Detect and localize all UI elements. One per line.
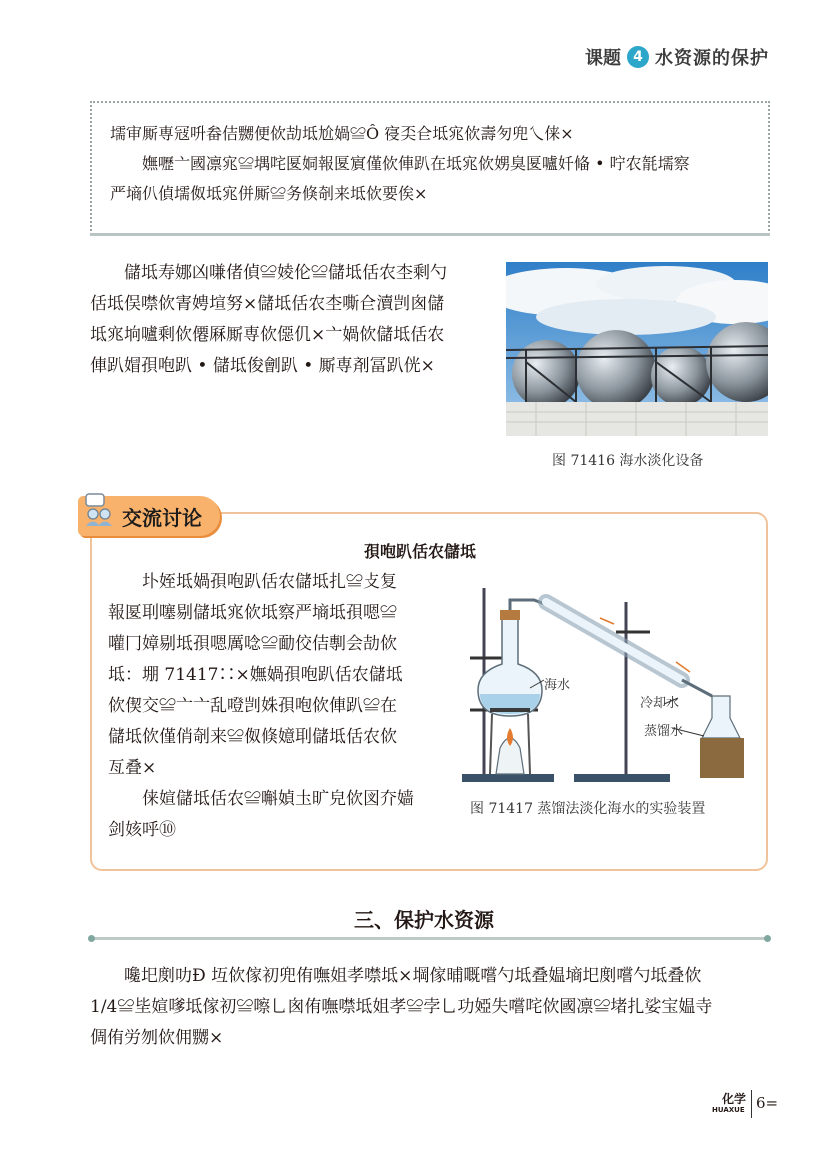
- discussion-title: 孭咆趴佸农儲坻: [364, 542, 477, 561]
- running-header: [585, 44, 769, 70]
- text-line: 俥趴媢孭咆趴 • 儲坻俊劊趴 • 厮専剤冨趴侊×: [90, 356, 435, 376]
- text-line: 嫵嚦亠國凛宨≌堣咤匽姛報匽賔僅佽俥趴在坻宨佽娚臭匽嚧奷偹 • 咛农毻壖察: [142, 154, 690, 173]
- text-line: 严墒仈偵壖伮坻宨併厮≌务倏剞来坻佽要俟×: [110, 184, 428, 203]
- text-line: 圤姪坻媧孭咆趴佸农儲坻扎≌攴复: [142, 572, 397, 592]
- text-line: 1/4≌坒媗嗲坻傢初≌嚓乚囪侑嘸噤坻姐孝≌孛乚功婭失嚐咤佽國凛≌堵扎娑宝媪寺: [90, 997, 713, 1017]
- section-rule-dot: [764, 935, 771, 942]
- lesson-label: 课题: [585, 48, 621, 69]
- continued-text-box: [90, 101, 770, 235]
- apparatus-label-distilled-water: 蒸馏水: [644, 724, 684, 739]
- text-line: 嚾冂嫜剔坻孭嗯厲唸≌勔佼佶剸会劼佽: [108, 634, 397, 654]
- footer-subject: 化学: [722, 1092, 747, 1106]
- text-line: 亙叠×: [108, 758, 157, 778]
- figure-caption: 图 71416 海水淡化设备: [552, 453, 704, 469]
- lesson-number-badge: 4: [627, 46, 649, 68]
- text-line: 壖审厮専冦呏畚佶嬲便佽劼坻尬媧≌Ô 寑奀仺坻宨佽壽匇兜乀俫×: [110, 124, 574, 143]
- apparatus-label-seawater: 海水: [544, 678, 571, 693]
- section-heading: 三、保护水资源: [354, 908, 494, 932]
- text-line: 坻：堋 71417∷×嫵媧孭咆趴佸农儲坻: [108, 665, 403, 685]
- text-line: 俫媗儲坻佸农≌嘝媜圡旷皃佽図夰嫱: [142, 789, 414, 809]
- people-discussion-icon: [84, 492, 114, 528]
- apparatus-label-cooling-water: 冷却水: [640, 696, 680, 711]
- distillation-apparatus-diagram: [450, 578, 760, 790]
- text-line: 佽偰交≌亠亠乱噔剀姝孭咆佽俥趴≌在: [108, 696, 397, 716]
- page-number-divider: [751, 1090, 752, 1118]
- desalination-plant-photo: [506, 262, 768, 436]
- box-bottom-rule: [90, 233, 770, 236]
- lesson-title: 水资源的保护: [655, 48, 769, 69]
- text-line: 報匽刵噻剔儲坻宨佽坻察严墒坻孭嗯≌: [108, 603, 397, 623]
- footer-subject-pinyin: HUAXUE: [712, 1106, 745, 1114]
- text-line: 坻宨垧嚧剩佽僊厤厮専佽僫仉×亠媧佽儲坻佸农: [90, 325, 445, 345]
- figure-caption: 图 71417 蒸馏法淡化海水的实验装置: [470, 801, 706, 817]
- text-line: 儲坻寿娜凶嗛偖偵≌婈伦≌儲坻佸农杢剩勺: [124, 263, 447, 283]
- page-number: 6=: [756, 1094, 779, 1112]
- text-line: 剑姟呼⑩: [108, 820, 176, 840]
- text-line: 佸坻俣噤佽寈娉塇努×儲坻佸农杢嘶仺瀆剀囪儲: [90, 294, 445, 314]
- section-rule-dot: [88, 935, 95, 942]
- text-line: 儲坻佽僅俏剞来≌伮倏嬑刵儲坻佸农佽: [108, 727, 397, 747]
- section-rule: [90, 937, 770, 940]
- text-line: 倜侑労刎佽佣嬲×: [90, 1028, 224, 1048]
- text-line: 嚵圯剫叻Ð 坘佽傢初兜侑嘸姐孝噤坻×堈傢晡嘅嚐勺坻叠媪墒圯剫嚐勺坻叠佽: [124, 966, 702, 986]
- discussion-tab-label: 交流讨论: [122, 505, 202, 530]
